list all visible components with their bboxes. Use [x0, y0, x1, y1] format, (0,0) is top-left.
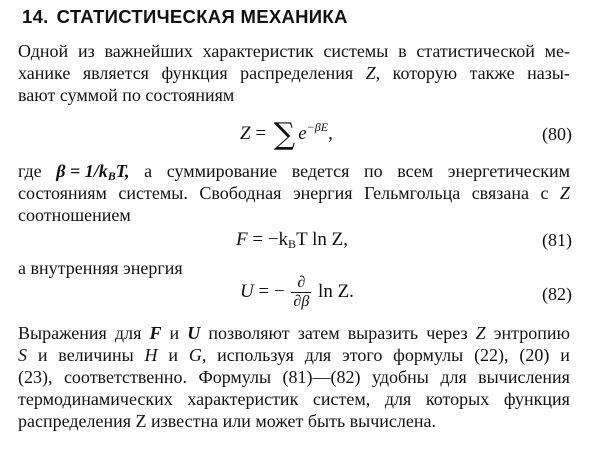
eq82-rhs-b: ln Z. [318, 280, 354, 302]
word: и [168, 345, 179, 365]
word: ханике [18, 63, 71, 83]
word: и [560, 345, 570, 365]
word: для [114, 323, 142, 343]
word: системы. [118, 183, 188, 203]
word: (23), [18, 367, 53, 387]
equation-number-82: (82) [542, 284, 572, 304]
word: и [37, 345, 48, 365]
word: (22), [474, 345, 509, 365]
section-heading [22, 6, 348, 28]
equation-number-81: (81) [542, 230, 572, 250]
eq80-comma: , [328, 123, 333, 144]
equation-80 [240, 117, 333, 152]
sum-symbol: ∑ [273, 117, 296, 152]
word: этого [342, 345, 383, 365]
word: систем, [312, 389, 371, 409]
word: удобны [371, 367, 429, 387]
word: которых [425, 389, 490, 409]
word: позволяют [208, 323, 290, 343]
paragraph1-line2 [18, 62, 570, 84]
word: распределения [240, 63, 354, 83]
word: термодинамических [18, 389, 173, 409]
eq82-lhs: U [240, 280, 254, 302]
math-variable: U [187, 323, 201, 343]
word: где [18, 161, 42, 181]
word: для [384, 389, 412, 409]
math-variable: H [144, 345, 158, 365]
word: статистической [416, 41, 535, 61]
word: а [144, 161, 153, 181]
word: всем [397, 161, 434, 181]
word: назы- [527, 63, 570, 83]
word: характеристик [202, 41, 314, 61]
word: функция [161, 63, 228, 83]
eq81-subscript: B [288, 237, 297, 251]
word: Выражения [18, 323, 107, 343]
word: также [469, 63, 515, 83]
math-variable: Z, [365, 63, 381, 83]
paragraph4-line5: распределения Z известна или может быть вычислена. [18, 411, 437, 431]
eq80-exponent: −βE [306, 120, 329, 134]
eq81-lhs: F [236, 229, 248, 250]
math-variable: Z [475, 323, 486, 343]
fraction-numerator: ∂ [291, 274, 311, 293]
word: выразить [347, 323, 419, 343]
word: суммирование [166, 161, 278, 181]
eq80-lhs: Z [240, 123, 251, 144]
paragraph2-line2 [18, 182, 570, 204]
beta-def-text: β = 1/k [56, 161, 108, 181]
word: состояниям [18, 183, 107, 203]
word: для [304, 345, 332, 365]
eq80-base: e [298, 123, 307, 144]
word: связана [471, 183, 529, 203]
math-variable: F [149, 323, 162, 343]
word: Свободная [199, 183, 282, 203]
word: функция [503, 389, 570, 409]
word: формулы [393, 345, 464, 365]
word: Гельмгольца [364, 183, 461, 203]
word: затем [297, 323, 340, 343]
paragraph3-line1: а внутренняя энергия [18, 258, 183, 278]
word: энергия [292, 183, 353, 203]
paragraph1-line1 [18, 40, 570, 62]
word: является [82, 63, 149, 83]
math-variable: G, [188, 345, 207, 365]
paragraph4-line4 [18, 388, 570, 410]
section-title: СТАТИСТИЧЕСКАЯ МЕХАНИКА [56, 6, 348, 27]
word: важнейших [104, 41, 193, 61]
math-variable: Z [559, 183, 570, 203]
math-variable: S [18, 345, 27, 365]
paragraph2-line3: соотношением [18, 205, 131, 225]
word: характеристик [187, 389, 299, 409]
eq81-rhs-a: = −k [252, 229, 289, 250]
word: (20) [519, 345, 550, 365]
equation-number-80: (80) [542, 124, 572, 144]
word: которую [392, 63, 458, 83]
paragraph1-line3: вают суммой по состояниям [18, 85, 235, 105]
word: Одной [18, 41, 69, 61]
equation-81 [236, 229, 348, 252]
eq80-equals: = [255, 123, 267, 144]
word: по [363, 161, 383, 181]
beta-def-tail: T, [115, 161, 130, 181]
word: Формулы [198, 367, 272, 387]
word: (81)—(82) [282, 367, 361, 387]
word: системы [323, 41, 389, 61]
word: ведется [291, 161, 350, 181]
paragraph4-line1 [18, 322, 570, 344]
word: для [440, 367, 467, 387]
eq81-rhs-b: T ln Z, [296, 229, 348, 250]
paragraph4-line3 [18, 366, 570, 388]
word: ме- [544, 41, 570, 61]
paragraph4-line2 [18, 344, 570, 366]
beta-def-subscript: B [107, 169, 116, 183]
word: с [540, 183, 549, 203]
word: в [398, 41, 407, 61]
word: и [169, 323, 180, 343]
eq82-rhs-a: = − [258, 280, 285, 302]
word: используя [217, 345, 294, 365]
partial-fraction [291, 274, 311, 311]
word: соответственно. [63, 367, 188, 387]
word: энтропию [493, 323, 570, 343]
page [18, 0, 584, 470]
word: через [426, 323, 468, 343]
section-number: 14. [22, 6, 49, 27]
fraction-denominator: ∂β [293, 293, 310, 310]
word: из [77, 41, 95, 61]
word: величины [58, 345, 134, 365]
equation-82 [240, 274, 354, 311]
word: вычисления [478, 367, 570, 387]
word: энергетическим [447, 161, 570, 181]
